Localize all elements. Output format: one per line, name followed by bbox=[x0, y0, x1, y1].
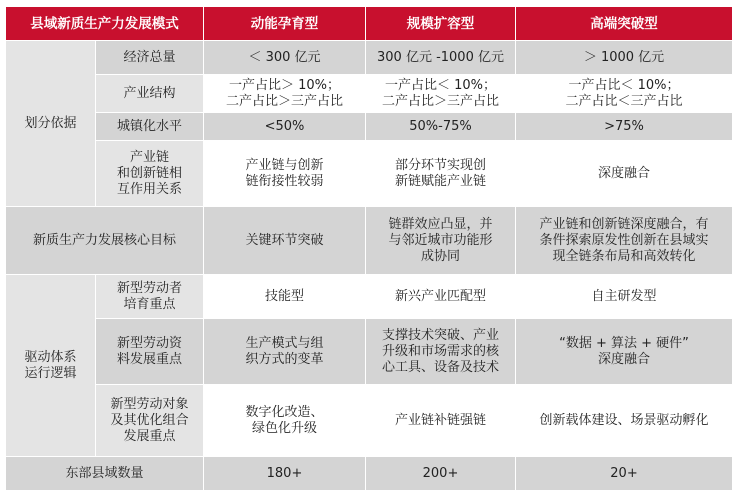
cell-economy-expansion: 300 亿元 -1000 亿元 bbox=[366, 41, 516, 75]
cell-objects-breakthrough: 创新载体建设、场景驱动孵化 bbox=[516, 385, 733, 457]
cell-labor-expansion: 新兴产业匹配型 bbox=[366, 275, 516, 319]
cell-goal-incubation: 关键环节突破 bbox=[204, 207, 366, 275]
table-row bbox=[6, 385, 733, 457]
cell-structure-incubation: 一产占比＞ 10%； 二产占比＞三产占比 bbox=[204, 75, 366, 113]
row-label-means: 新型劳动资 料发展重点 bbox=[96, 319, 204, 385]
header-row bbox=[6, 7, 733, 41]
cell-labor-incubation: 技能型 bbox=[204, 275, 366, 319]
table-row bbox=[6, 41, 733, 75]
cell-means-incubation: 生产模式与组 织方式的变革 bbox=[204, 319, 366, 385]
cell-count-expansion: 200+ bbox=[366, 457, 516, 491]
cell-goal-expansion: 链群效应凸显，并 与邻近城市功能形 成协同 bbox=[366, 207, 516, 275]
table-row bbox=[6, 207, 733, 275]
cell-count-incubation: 180+ bbox=[204, 457, 366, 491]
cell-structure-breakthrough: 一产占比＜ 10%； 二产占比＜三产占比 bbox=[516, 75, 733, 113]
table-row bbox=[6, 319, 733, 385]
cell-structure-expansion: 一产占比＜ 10%； 二产占比＞三产占比 bbox=[366, 75, 516, 113]
group-drive-label: 驱动体系 运行逻辑 bbox=[6, 275, 96, 457]
table-row bbox=[6, 457, 733, 491]
row-label-core-goal: 新质生产力发展核心目标 bbox=[6, 207, 204, 275]
cell-means-expansion: 支撑技术突破、产业 升级和市场需求的核 心工具、设备及技术 bbox=[366, 319, 516, 385]
cell-urban-expansion: 50%-75% bbox=[366, 113, 516, 141]
cell-count-breakthrough: 20+ bbox=[516, 457, 733, 491]
table-row bbox=[6, 275, 733, 319]
development-model-table bbox=[5, 6, 733, 491]
table-row bbox=[6, 75, 733, 113]
cell-economy-incubation: ＜ 300 亿元 bbox=[204, 41, 366, 75]
cell-means-breakthrough: “数据 + 算法 + 硬件” 深度融合 bbox=[516, 319, 733, 385]
header-incubation: 动能孕育型 bbox=[204, 7, 366, 41]
row-label-labor: 新型劳动者 培育重点 bbox=[96, 275, 204, 319]
table-row bbox=[6, 141, 733, 207]
cell-urban-incubation: <50% bbox=[204, 113, 366, 141]
row-label-economy: 经济总量 bbox=[96, 41, 204, 75]
row-label-objects: 新型劳动对象 及其优化组合 发展重点 bbox=[96, 385, 204, 457]
header-breakthrough: 高端突破型 bbox=[516, 7, 733, 41]
row-label-urbanization: 城镇化水平 bbox=[96, 113, 204, 141]
cell-goal-breakthrough: 产业链和创新链深度融合，有 条件探索原发性创新在县域实 现全链条布局和高效转化 bbox=[516, 207, 733, 275]
table-row bbox=[6, 113, 733, 141]
cell-objects-incubation: 数字化改造、 绿色化升级 bbox=[204, 385, 366, 457]
row-label-eastern-count: 东部县域数量 bbox=[6, 457, 204, 491]
row-label-chain-interaction: 产业链 和创新链相 互作用关系 bbox=[96, 141, 204, 207]
header-model-title: 县域新质生产力发展模式 bbox=[6, 7, 204, 41]
cell-urban-breakthrough: >75% bbox=[516, 113, 733, 141]
group-basis-label: 划分依据 bbox=[6, 41, 96, 207]
row-label-industry-structure: 产业结构 bbox=[96, 75, 204, 113]
cell-chain-expansion: 部分环节实现创 新链赋能产业链 bbox=[366, 141, 516, 207]
header-expansion: 规模扩容型 bbox=[366, 7, 516, 41]
cell-chain-incubation: 产业链与创新 链衔接性较弱 bbox=[204, 141, 366, 207]
cell-chain-breakthrough: 深度融合 bbox=[516, 141, 733, 207]
cell-labor-breakthrough: 自主研发型 bbox=[516, 275, 733, 319]
cell-economy-breakthrough: ＞ 1000 亿元 bbox=[516, 41, 733, 75]
cell-objects-expansion: 产业链补链强链 bbox=[366, 385, 516, 457]
